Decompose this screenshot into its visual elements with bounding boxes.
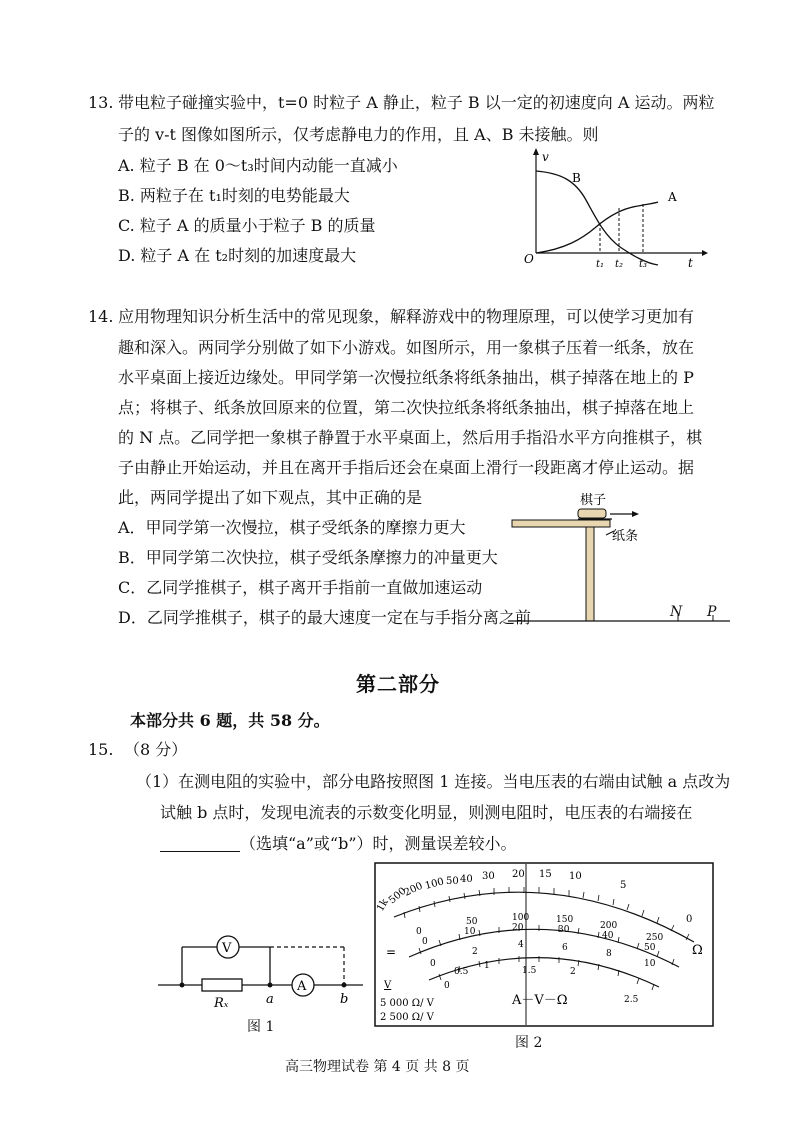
figure-2-caption: 图 2 <box>515 1035 543 1051</box>
paper-strip-label: 纸条 <box>612 529 639 544</box>
question-14-stem-line2: 趣和深入。两同学分别做了如下小游戏。如图所示，用一象棋子压着一纸条，放在 <box>118 338 695 357</box>
dc-mid-label-10: 10 <box>464 927 476 937</box>
dc-low-label-2: 2 <box>472 947 478 957</box>
vt-graph <box>520 145 710 270</box>
curve-b-label: B <box>572 171 581 185</box>
question-14-stem-line5: 的 N 点。乙同学把一象棋子静置于水平桌面上，然后用手指沿水平方向推棋子，棋 <box>118 428 703 447</box>
t-axis-label: t <box>688 256 693 270</box>
ac-label-2: 2 <box>570 967 576 977</box>
table-leg <box>586 527 594 621</box>
question-13-option-b: B. 两粒子在 t₁时刻的电势能最大 <box>118 186 350 205</box>
dc-label-100: 100 <box>512 913 530 923</box>
dc-symbol: = <box>386 945 397 959</box>
ac-label-1-5: 1.5 <box>522 966 537 976</box>
v-axis-label: v <box>542 150 549 164</box>
question-15-score: （8 分） <box>124 740 188 759</box>
chess-piece-label: 棋子 <box>580 493 607 508</box>
dc-label-150: 150 <box>556 915 574 925</box>
ohm-label-40: 40 <box>460 874 473 885</box>
dc-low-label-8: 8 <box>606 949 612 959</box>
voltmeter-symbol: V <box>222 941 232 956</box>
dc-mid-label-20: 20 <box>512 923 524 933</box>
point-a-label: a <box>266 992 274 1007</box>
question-14-stem-line3: 水平桌面上接近边缘处。甲同学第一次慢拉纸条将纸条抽出，棋子掉落在地上的 P <box>118 368 694 387</box>
ohm-label-200: 200 <box>402 880 425 899</box>
t2-label: t₂ <box>615 259 624 270</box>
question-14-option-c: C．乙同学推棋子，棋子离开手指前一直做加速运动 <box>118 578 483 597</box>
question-13-stem-line2: 子的 v-t 图像如图所示，仅考虑静电力的作用，且 A、B 未接触。则 <box>118 125 599 144</box>
rx-label: Rₓ <box>214 996 229 1011</box>
curve-a <box>536 202 658 253</box>
ac-label-0: 0 <box>444 981 450 991</box>
table-top <box>512 520 610 527</box>
question-14-option-b: B．甲同学第二次快拉，棋子受纸条摩擦力的冲量更大 <box>118 548 498 567</box>
ac-label-1: 1 <box>484 961 490 971</box>
multimeter-figure-2 <box>374 862 714 1027</box>
ac-symbol: V <box>384 980 392 991</box>
question-15-sub1-line3: （选填“a”或“b”）时，测量误差较小。 <box>240 834 517 853</box>
circuit-figure-1 <box>158 925 363 1015</box>
dc-label-200: 200 <box>600 921 618 931</box>
dc-low-label-0: 0 <box>430 959 436 969</box>
question-14-stem-line7: 此，两同学提出了如下观点，其中正确的是 <box>118 488 423 507</box>
ohm-unit-label: Ω <box>692 943 703 958</box>
question-14-stem-line4: 点；将棋子、纸条放回原来的位置，第二次快拉纸条将纸条抽出，棋子掉落在地上 <box>118 398 695 417</box>
figure-1-caption: 图 1 <box>247 1019 275 1035</box>
question-14-option-d: D．乙同学推棋子，棋子的最大速度一定在与手指分离之前 <box>118 608 531 627</box>
p-point-label: P <box>707 604 717 620</box>
part-two-title: 第二部分 <box>356 672 440 696</box>
question-13-option-d: D. 粒子 A 在 t₂时刻的加速度最大 <box>118 246 357 265</box>
ohm-label-30: 30 <box>482 871 495 882</box>
dc-mid-label-30: 30 <box>558 925 570 935</box>
meter-spec-2: 2 500 Ω/ V <box>380 1012 434 1023</box>
t1-label: t₁ <box>596 259 605 270</box>
dc-low-label-6: 6 <box>562 943 568 953</box>
ohm-label-0: 0 <box>686 914 693 925</box>
point-b-label: b <box>340 992 349 1007</box>
curve-b <box>536 171 658 265</box>
question-13-number: 13. <box>88 93 114 112</box>
dc-label-50: 50 <box>466 917 478 927</box>
curve-a-label: A <box>668 190 677 204</box>
ohm-label-15: 15 <box>539 869 552 880</box>
dc-mid-label-40: 40 <box>602 931 614 941</box>
ac-label-0-5: 0.5 <box>454 967 469 977</box>
dc-low-label-4: 4 <box>518 940 524 950</box>
ohm-label-100: 100 <box>423 876 446 892</box>
chess-piece <box>578 509 606 518</box>
question-14-option-a: A．甲同学第一次慢拉，棋子受纸条的摩擦力更大 <box>118 518 466 537</box>
dc-mid-label-50: 50 <box>644 943 656 953</box>
question-14-number: 14. <box>88 307 114 326</box>
origin-label: O <box>524 252 534 266</box>
dc-low-label-10: 10 <box>644 959 656 969</box>
question-13-option-c: C. 粒子 A 的质量小于粒子 B 的质量 <box>118 216 376 235</box>
dc-label-0: 0 <box>416 927 422 937</box>
question-14-stem-line1: 应用物理知识分析生活中的常见现象，解释游戏中的物理原理，可以使学习更加有 <box>118 307 695 326</box>
n-point-label: N <box>670 604 683 620</box>
question-13-option-a: A. 粒子 B 在 0～t₃时间内动能一直减小 <box>118 156 398 175</box>
question-15-sub1-line1: （1）在测电阻的实验中，部分电路按照图 1 连接。当电压表的右端由试触 a 点改为 <box>136 772 731 791</box>
ammeter-symbol: A <box>297 979 307 994</box>
v-axis-arrow <box>533 148 539 155</box>
meter-spec-1: 5 000 Ω/ V <box>380 998 434 1009</box>
pull-arrow-head <box>632 511 639 517</box>
part-two-intro: 本部分共 6 题，共 58 分。 <box>130 711 330 730</box>
ohm-label-10: 10 <box>569 871 582 882</box>
resistor-rx <box>202 979 242 991</box>
page-footer: 高三物理试卷 第 4 页 共 8 页 <box>285 1059 470 1075</box>
dc-mid-label-0: 0 <box>422 937 428 947</box>
table-figure <box>508 490 730 625</box>
ohm-label-20: 20 <box>512 869 525 880</box>
question-15-sub1-line2: 试触 b 点时，发现电流表的示数变化明显，则测电阻时，电压表的右端接在 <box>160 803 693 822</box>
t-axis-arrow <box>702 250 708 256</box>
meter-center-label: A－V－Ω <box>512 993 568 1008</box>
question-14-stem-line6: 子由静止开始运动，并且在离开手指后还会在桌面上滑行一段距离才停止运动。据 <box>118 458 695 477</box>
ohm-label-500: 500 <box>386 885 409 907</box>
ohm-label-5: 5 <box>620 880 627 891</box>
t3-label: t₃ <box>639 259 648 270</box>
answer-blank[interactable] <box>160 835 240 852</box>
ohm-label-1k: 1k <box>375 897 391 914</box>
question-15-number: 15. <box>88 740 114 759</box>
ohm-label-50: 50 <box>446 876 459 887</box>
question-13-stem-line1: 带电粒子碰撞实验中，t=0 时粒子 A 静止，粒子 B 以一定的初速度向 A 运动。两粒 <box>118 93 715 112</box>
dc-label-250: 250 <box>646 933 664 943</box>
question-15-sub1-line3-row <box>160 834 517 854</box>
ac-label-2-5: 2.5 <box>624 995 639 1005</box>
